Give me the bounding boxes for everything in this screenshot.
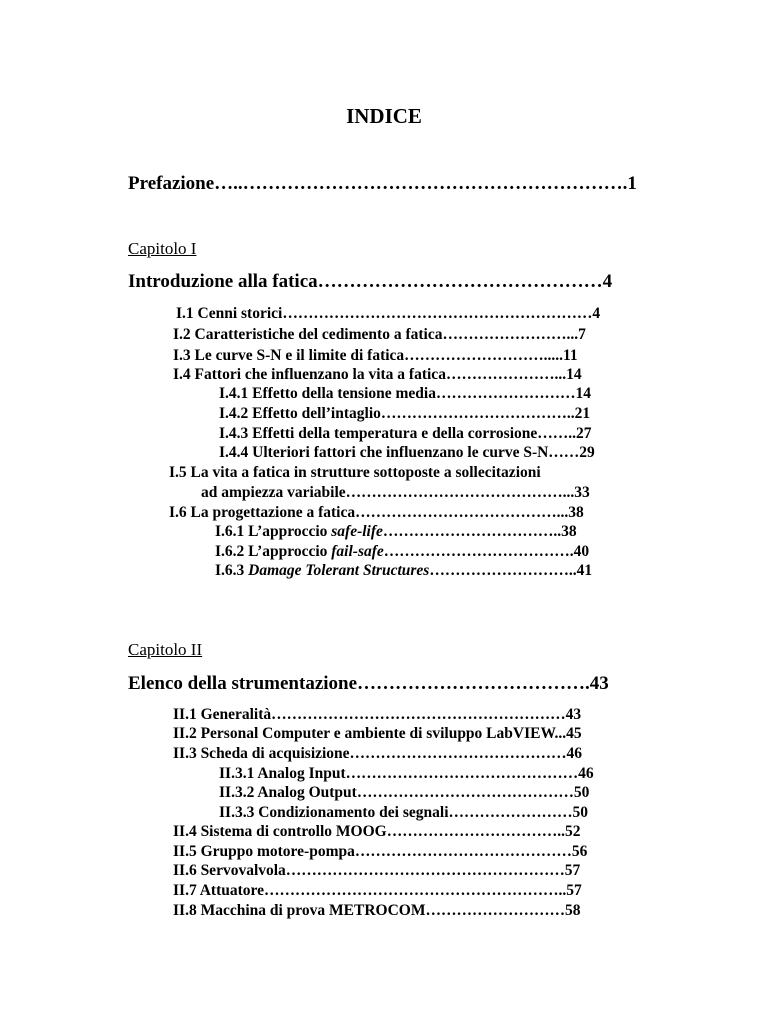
dot-leader: …..……………………………………………………. [214,173,628,194]
toc-entry-continued[interactable]: ad ampiezza variabile……………………………………...33 [201,484,590,501]
toc-entry-prefazione[interactable] [128,174,637,193]
toc-entry[interactable]: II.3.1 Analog Input………………………………………46 [219,765,594,782]
toc-entry[interactable]: II.1 Generalità…………………………………………………43 [173,706,582,723]
toc-entry[interactable] [215,563,592,579]
entry-label: Introduzione alla fatica [128,271,318,292]
entry-suffix: ……………………………….40 [383,543,590,560]
toc-entry[interactable]: II.3.2 Analog Output……………………………………50 [219,784,590,801]
entry-prefix: I.6.2 L’approccio [215,543,332,560]
toc-entry[interactable]: I.1 Cenni storici……………………………………………………4 [176,305,601,322]
toc-entry[interactable]: I.5 La vita a fatica in strutture sottoposte a sollecitazioni [169,464,541,481]
entry-label: Elenco della strumentazione [128,673,358,694]
toc-entry[interactable]: I.4.3 Effetti della temperatura e della corrosione……..27 [219,425,592,442]
entry-prefix: I.6.3 [215,562,249,579]
toc-entry[interactable]: I.4.4 Ulteriori fattori che influenzano le curve S-N……29 [219,444,595,461]
page-title: INDICE [346,104,422,128]
entry-italic: Damage Tolerant Structures [248,562,430,579]
entry-prefix: I.6.1 L’approccio [215,523,332,540]
toc-entry[interactable]: II.4 Sistema di controllo MOOG……………………………..52 [173,823,581,840]
toc-entry[interactable]: I.4 Fattori che influenzano la vita a fatica…………………...14 [173,366,582,383]
entry-italic: fail-safe [331,543,384,560]
toc-entry[interactable]: I.6 La progettazione a fatica…………………………………...38 [169,504,584,521]
page-number: 43 [589,673,609,694]
entry-suffix: ………………………..41 [429,562,593,579]
toc-entry[interactable]: II.3.3 Condizionamento dei segnali……………………50 [219,804,589,821]
toc-entry[interactable]: I.4.1 Effetto della tensione media………………………14 [219,385,591,402]
toc-entry[interactable]: II.3 Scheda di acquisizione……………………………………46 [173,745,583,762]
chapter-heading-1[interactable]: Capitolo I [128,239,197,258]
toc-entry[interactable]: II.8 Macchina di prova METROCOM………………………58 [173,902,581,919]
toc-entry[interactable]: I.4.2 Effetto dell’intaglio………………………………..21 [219,405,591,422]
dot-leader: ………………………………. [357,673,590,694]
toc-entry[interactable]: II.5 Gruppo motore-pompa……………………………………56 [173,843,588,860]
toc-entry[interactable]: II.6 Servovalvola………………………………………………57 [173,862,581,879]
toc-entry[interactable]: II.7 Attuatore…………………………………………………..57 [173,882,582,899]
toc-chapter-1[interactable] [128,272,612,291]
chapter-heading-2[interactable]: Capitolo II [128,640,203,659]
entry-suffix: ……………………………..38 [382,523,577,540]
toc-entry[interactable]: II.2 Personal Computer e ambiente di sviluppo LabVIEW...45 [173,725,582,742]
toc-chapter-2[interactable] [128,674,609,693]
toc-entry[interactable] [215,544,589,560]
entry-label: Prefazione [128,173,215,194]
page-number: 4 [602,271,613,292]
entry-italic: safe-life [331,523,383,540]
toc-entry[interactable]: I.3 Le curve S-N e il limite di fatica……………………….....11 [173,347,578,364]
toc-entry[interactable] [215,524,577,540]
toc-entry[interactable]: I.2 Caratteristiche del cedimento a fatica……………………...7 [173,326,586,343]
page-number: 1 [627,173,637,194]
dot-leader: ……………………………………… [317,271,603,292]
